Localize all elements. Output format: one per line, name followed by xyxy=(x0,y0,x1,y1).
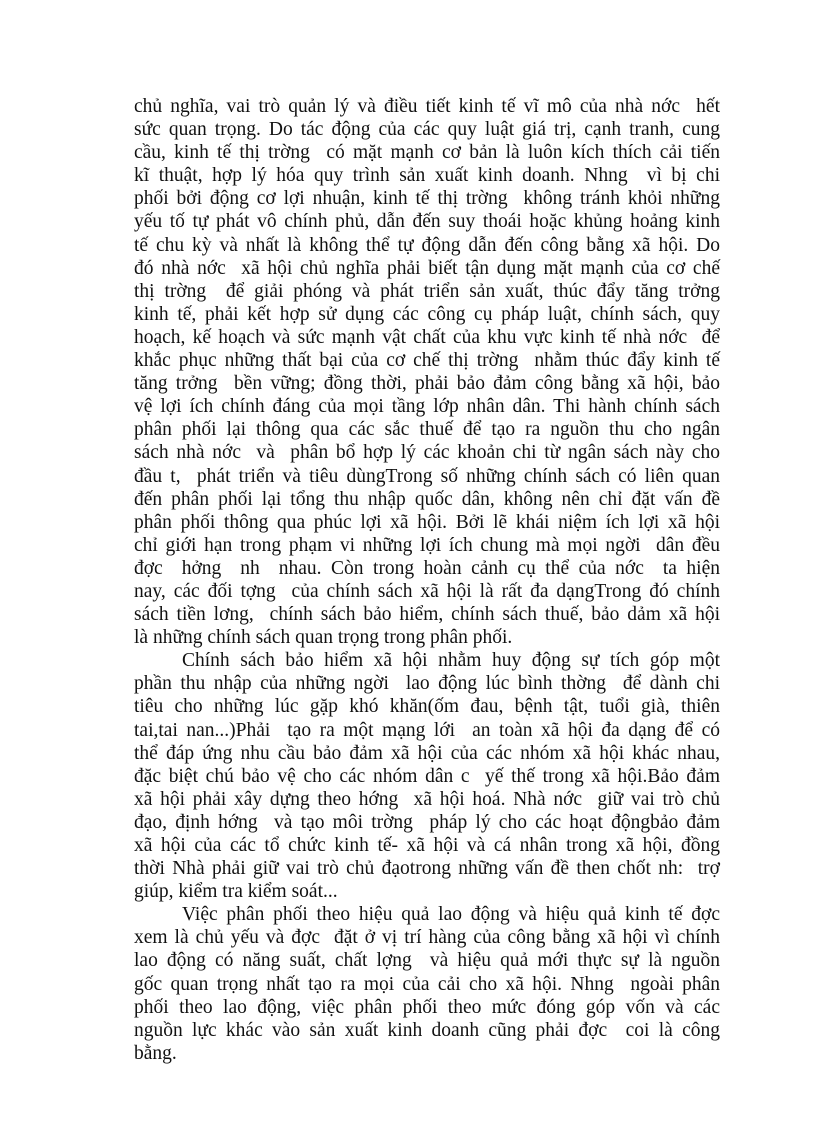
text-line: gốc quan trọng nhất tạo ra mọi của cải cho xã hội. Nhng ngoài phân xyxy=(134,973,720,995)
text-line: nay, các đối tợng của chính sách xã hội là rất đa dạngTrong đó chính xyxy=(134,580,720,602)
text-line: thị trờng để giải phóng và phát triển sản xuất, thúc đẩy tăng trởng xyxy=(134,280,720,302)
text-line: tai,tai nan...)Phải tạo ra một mạng lới an toàn xã hội đa dạng để có xyxy=(134,719,720,741)
text-line: cầu, kinh tế thị trờng có mặt mạnh cơ bản là luôn kích thích cải tiến xyxy=(134,142,720,164)
paragraph xyxy=(134,649,720,903)
text-line: tăng trởng bền vững; đồng thời, phải bảo đảm công bằng xã hội, bảo xyxy=(134,373,720,395)
text-line: đầu t, phát triển và tiêu dùngTrong số những chính sách có liên quan xyxy=(134,465,720,487)
text-line: phân phối thông qua phúc lợi xã hội. Bởi lẽ khái niệm ích lợi xã hội xyxy=(134,511,720,533)
text-line: thời Nhà phải giữ vai trò chủ đạotrong những vấn đề then chốt nh: trợ xyxy=(134,858,720,880)
text-line: thể đáp ứng nhu cầu bảo đảm xã hội của các nhóm xã hội khác nhau, xyxy=(134,742,720,764)
paragraph xyxy=(134,903,720,1065)
text-line: đặc biệt chú bảo vệ cho các nhóm dân c yế thế trong xã hội.Bảo đảm xyxy=(134,765,720,787)
text-line: Việc phân phối theo hiệu quả lao động và hiệu quả kinh tế đợc xyxy=(182,904,720,926)
text-line: đó nhà nớc xã hội chủ nghĩa phải biết tận dụng mặt mạnh của cơ chế xyxy=(134,257,720,279)
text-line: tế chu kỳ và nhất là không thể tự động dẫn đến công bằng xã hội. Do xyxy=(134,234,720,256)
text-line: bằng. xyxy=(134,1042,177,1064)
text-line: tiêu cho những lúc gặp khó khăn(ốm đau, bệnh tật, tuổi già, thiên xyxy=(134,696,720,718)
text-line: phối bởi động cơ lợi nhuận, kinh tế thị trờng không tránh khỏi những xyxy=(134,188,720,210)
document-body xyxy=(134,95,720,1065)
text-line: lao động có năng suất, chất lợng và hiệu quả mới thực sự là nguồn xyxy=(134,950,720,972)
text-line: vệ lợi ích chính đáng của mọi tầng lớp nhân dân. Thi hành chính sách xyxy=(134,396,720,418)
text-line: phối theo lao động, việc phân phối theo mức đóng góp vốn và các xyxy=(134,996,720,1018)
text-line: chủ nghĩa, vai trò quản lý và điều tiết kinh tế vĩ mô của nhà nớc hết xyxy=(134,96,720,117)
text-line: xã hội phải xây dựng theo hớng xã hội hoá. Nhà nớc giữ vai trò chủ xyxy=(134,788,720,810)
text-line: sức quan trọng. Do tác động của các quy luật giá trị, cạnh tranh, cung xyxy=(134,119,720,141)
text-line: kĩ thuật, hợp lý hóa quy trình sản xuất kinh doanh. Nhng vì bị chi xyxy=(134,165,720,187)
text-line: đến phân phối lại tổng thu nhập quốc dân, không nên chỉ đặt vấn đề xyxy=(134,488,720,510)
text-line: là những chính sách quan trọng trong phân phối. xyxy=(134,627,513,649)
text-line: phần thu nhập của những ngời lao động lúc bình thờng để dành chi xyxy=(134,673,720,695)
text-line: đợc hởng nh nhau. Còn trong hoàn cảnh cụ thể của nớc ta hiện xyxy=(134,557,720,579)
text-line: hoạch, kế hoạch và sức mạnh vật chất của khu vực kinh tế nhà nớc để xyxy=(134,326,720,348)
text-line: Chính sách bảo hiểm xã hội nhằm huy động sự tích góp một xyxy=(182,650,720,672)
text-line: chỉ giới hạn trong phạm vi những lợi ích chung mà mọi ngời dân đều xyxy=(134,534,720,556)
text-line: giúp, kiểm tra kiểm soát... xyxy=(134,881,338,903)
text-line: xã hội của các tổ chức kinh tế- xã hội và cá nhân trong xã hội, đồng xyxy=(134,835,720,856)
text-line: sách tiền lơng, chính sách bảo hiểm, chính sách thuế, bảo dảm xã hội xyxy=(134,604,720,626)
text-line: nguồn lực khác vào sản xuất kinh doanh cũng phải đợc coi là công xyxy=(134,1019,720,1041)
text-line: xem là chủ yếu và đợc đặt ở vị trí hàng của công bằng xã hội vì chính xyxy=(134,927,720,949)
paragraph xyxy=(134,95,720,649)
text-line: đạo, định hớng và tạo môi trờng pháp lý cho các hoạt độngbảo đảm xyxy=(134,811,720,833)
text-line: phân phối lại thông qua các sắc thuế để tạo ra nguồn thu cho ngân xyxy=(134,419,720,441)
text-line: sách nhà nớc và phân bổ hợp lý các khoản chi từ ngân sách này cho xyxy=(134,442,720,464)
text-line: khắc phục những thất bại của cơ chế thị trờng nhằm thúc đẩy kinh tế xyxy=(134,350,720,372)
text-line: kinh tế, phải kết hợp sử dụng các công cụ pháp luật, chính sách, quy xyxy=(134,303,720,325)
text-line: yếu tố tự phát vô chính phủ, dẫn đến suy thoái hoặc khủng hoảng kinh xyxy=(134,211,720,233)
